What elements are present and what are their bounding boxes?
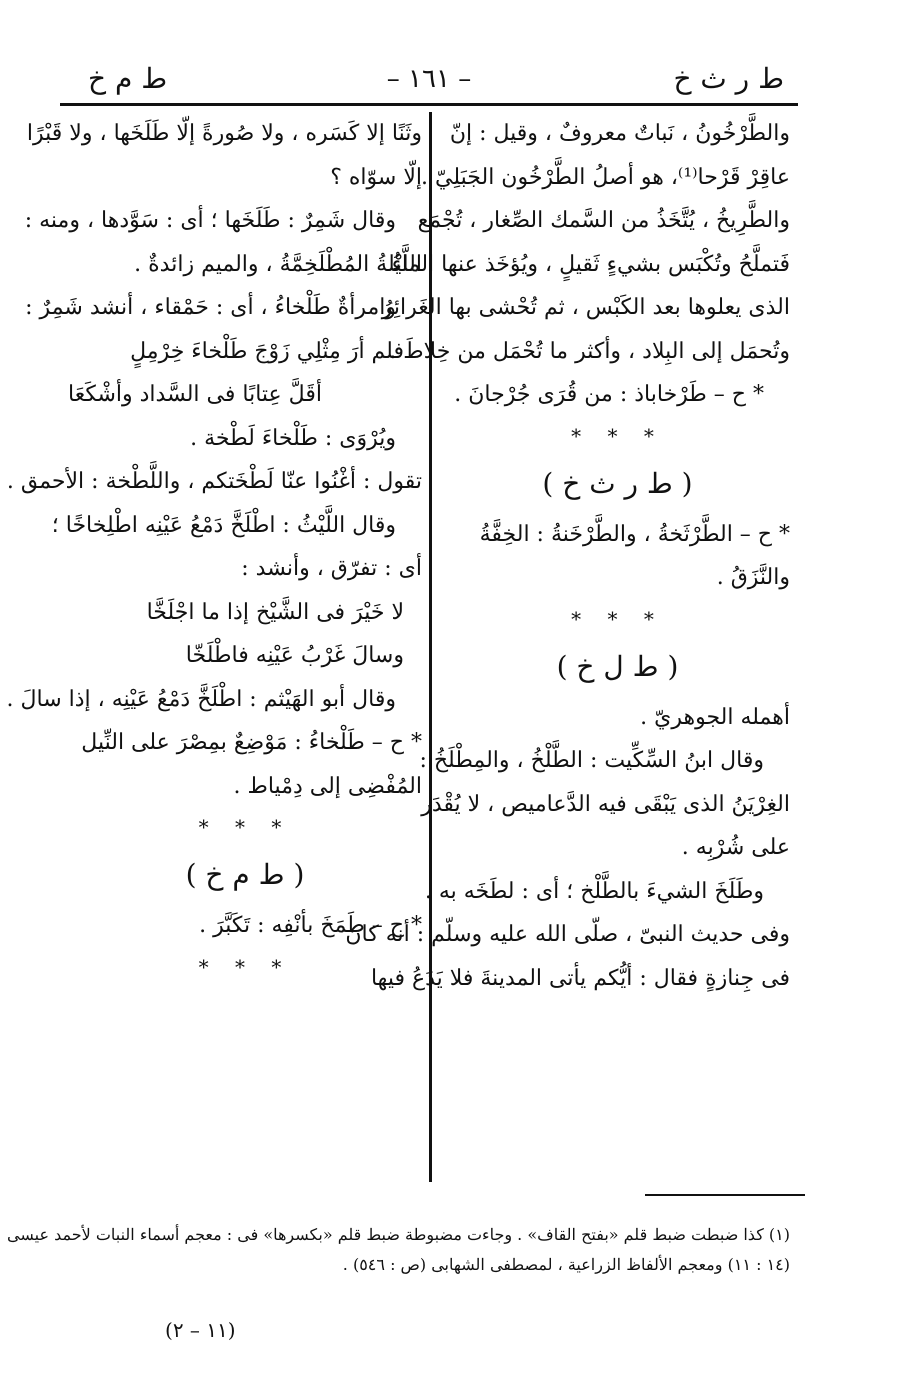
footnote-rule: [645, 1194, 805, 1196]
root-heading: ( ط ل خ ): [556, 649, 679, 683]
text-line: وقال شَمِرٌ : طَلَخَها ؛ أى : سَوَّدها ، ومنه :: [24, 208, 396, 233]
footnote-line: (١) كذا ضبطت ضبط قلم «بفتح القاف» . وجاءت مضبوطة ضبط قلم «بكسرها» فى : معجم أسماء النبات لأحمد عيسى: [7, 1225, 790, 1244]
verse-line: لا خَيْرَ فى الشَّيْخ إذا ما اجْلَخَّا: [146, 599, 404, 625]
text-line: والنَّزَقُ .: [716, 565, 790, 590]
text-line: ويُرْوَى : طَلْخاءَ لَطْخة .: [190, 425, 396, 451]
text-line: على شُرْبِه .: [681, 835, 790, 860]
text-line: فى جِنازةٍ فقال : أيُّكم يأتى المدينةَ فلا يَدَعُ فيها: [370, 965, 790, 991]
entry-line: * ح – طَلْخاءُ : مَوْضِعٌ بمِصْرَ على النِّيل: [81, 730, 422, 755]
header-rule: [60, 103, 798, 106]
text-line: أى : تفرّق ، وأنشد :: [241, 556, 422, 581]
text-line: والطَّرْخُونُ ، نَباتٌ معروفٌ ، وقيل : إنّ: [449, 121, 790, 146]
text-line: إلّا سوّاه ؟: [330, 164, 422, 190]
signature-mark: (١١ – ٢): [165, 1318, 236, 1342]
text-line: وثَنًا إلا كَسَره ، ولا صُورةً إلّا طَلَخَها ، ولا قَبْرًا: [26, 121, 422, 146]
root-heading: ( ط م خ ): [185, 858, 305, 891]
text-line: وامرأةٌ طَلْخاءُ ، أى : حَمْقاء ، أنشد شَمِرٌ :: [25, 295, 396, 320]
verse-line: وسالَ غَرْبُ عَيْنِه فاطْلَخّا: [185, 643, 404, 668]
text-line: وفى حديث النبىّ ، صلّى الله عليه وسلّم : أنه كان: [345, 922, 790, 947]
footnote: [7, 1220, 790, 1280]
entry-line: * ح – الطَّرْثَخةُ ، والطَّرْخَنةُ : الخِفَّةُ: [479, 521, 790, 547]
header-root-right: ط ر ث خ: [673, 62, 784, 95]
page-header: [62, 62, 796, 102]
left-column: [6, 112, 422, 986]
text-line: الذى يعلوها بعد الكَبْس ، ثم تُحْشى بها الغَرائِرُ: [381, 295, 790, 320]
section-separator: * * *: [571, 606, 664, 631]
root-heading: ( ط ر ث خ ): [542, 466, 693, 500]
text-line: وقال أبو الهَيْثم : اطْلَخَّ دَمْعُ عَيْنِه ، إذا سالَ .: [6, 686, 396, 712]
text-line: عاقِرْ قَرْحا⁽¹⁾، هو أصلُ الطَّرْخُون الجَبَلِيّ .: [421, 164, 790, 190]
text-line: المُفْضِى إلى دِمْياط .: [233, 773, 422, 799]
text-line: اللَّيْلةُ المُطْلَخِمَّةُ ، والميم زائدةٌ .: [134, 251, 422, 277]
text-line: تقول : أغْنُوا عنّا لَطْخَتكم ، واللَّطْخة : الأحمق .: [6, 469, 422, 494]
text-line: وتُحمَل إلى البِلاد ، وأكثر ما تُحْمَل من خِلاطَ .: [389, 338, 790, 364]
text-line: فَتملَّحُ وتُكْبَس بشيءٍ ثَقيلٍ ، ويُؤخَذ عنها الماءُ: [391, 251, 790, 277]
entry-line: * ح – طَمَخَ بأنْفِه : تَكَبَّرَ .: [199, 913, 422, 938]
text-line: أهمله الجوهريّ .: [640, 704, 790, 730]
text-line: الغِرْيَنُ الذى يَبْقَى فيه الدَّعاميص ، لا يُقْدَر: [421, 791, 790, 817]
entry-line: * ح – طَرْخاباذ : من قُرَى جُرْجانَ .: [454, 382, 764, 407]
verse-line: فلم أرَ مِثْلِي زَوْجَ طَلْخاءَ خِرْمِلٍ: [130, 338, 404, 364]
text-line: والطَّرِيخُ ، يُتَّخَذُ من السَّمك الصِّغار ، تُجْمَع: [417, 208, 790, 233]
header-root-left: ط م خ: [88, 62, 168, 95]
text-line: وقال ابنُ السِّكِّيت : الطَّلْخُ ، والمِطْلَخُ :: [419, 748, 764, 773]
footnote-line: (١٤ : ١١) ومعجم الألفاظ الزراعية ، لمصطفى الشهابى (ص : ٥٤٦) .: [342, 1255, 790, 1274]
section-separator: * * *: [571, 423, 664, 448]
page-number: – ١٦١ –: [386, 64, 472, 94]
text-line: وطَلَخَ الشيءَ بالطَّلْخ ؛ أى : لطَخَه به .: [424, 878, 764, 904]
section-separator: * * *: [198, 954, 292, 979]
verse-line: أقَلَّ عِتابًا فى السَّداد وأشْكَعَا: [68, 382, 322, 407]
section-separator: * * *: [198, 815, 292, 839]
text-line: وقال اللَّيْثُ : اطْلَخَّ دَمْعُ عَيْنِه اطْلِخاخًا ؛: [51, 512, 396, 538]
